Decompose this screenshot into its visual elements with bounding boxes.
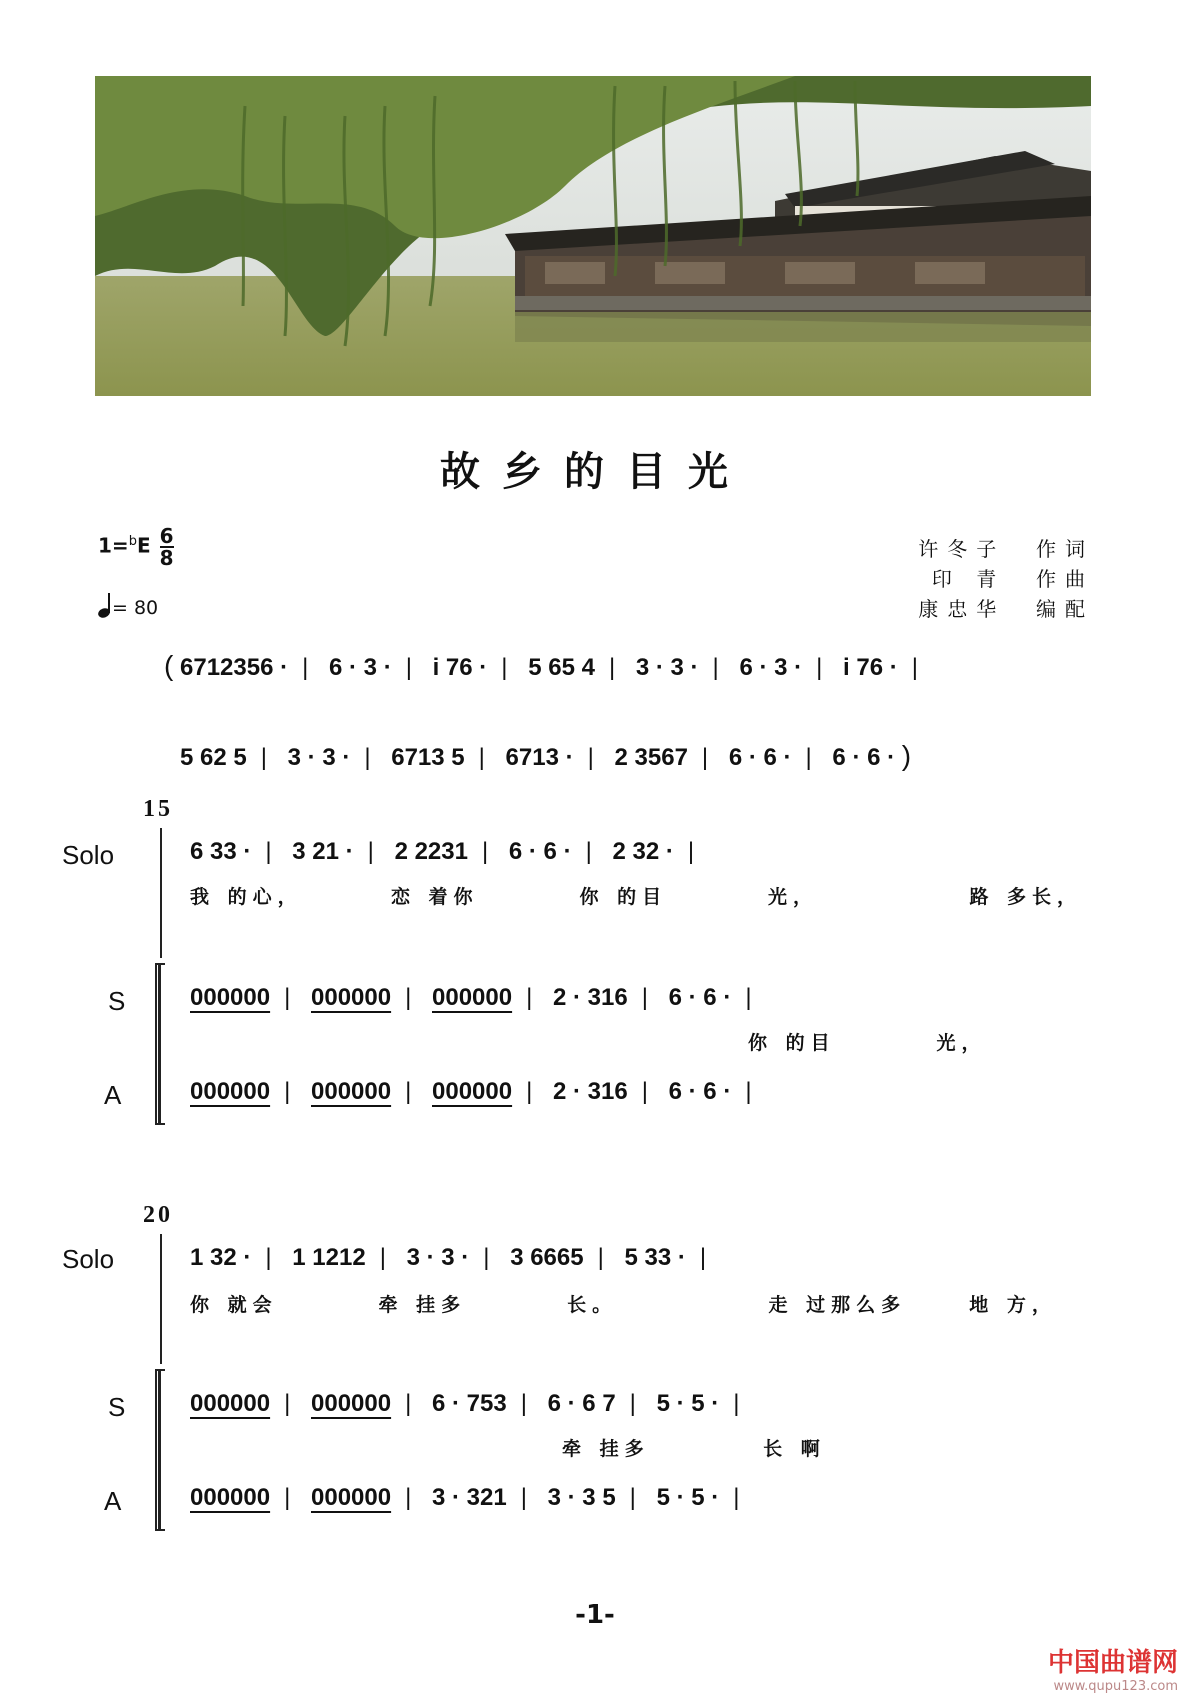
choir-bracket-frame — [155, 963, 165, 1125]
watermark — [1048, 1642, 1178, 1694]
intro-measure: 6713 5 — [391, 744, 465, 771]
intro-measure: 6712356 · — [180, 654, 289, 681]
credit-lyricist: 许冬子 作词 — [918, 537, 1094, 561]
soprano-notes: 000000 | 000000 | 6 · 753 | 6 · 6 7 | 5 · 5 · | — [190, 1390, 740, 1417]
part-label-alto: A — [104, 1486, 122, 1516]
tempo-marking — [98, 592, 158, 619]
credit-composer: 印 青 作曲 — [931, 567, 1094, 591]
part-label-alto: A — [104, 1080, 122, 1110]
solo-notes: 6 33 · | 3 21 · | 2 2231 | 6 · 6 · | 2 32 · | — [190, 838, 695, 865]
part-label-solo: Solo — [62, 1244, 115, 1274]
soprano-lyrics: 牵 挂多 长 啊 — [562, 1438, 826, 1460]
solo-notes: 1 32 · | 1 1212 | 3 · 3 · | 3 6665 | 5 33 · | — [190, 1244, 707, 1271]
time-signature-denominator: 8 — [159, 546, 174, 570]
time-signature — [160, 526, 174, 568]
alto-notes: 000000 | 000000 | 000000 | 2 · 316 | 6 · 6 · | — [190, 1078, 752, 1105]
intro-measure: 5 65 4 — [528, 654, 595, 681]
solo-lyrics: 我 的心， 恋 着你 你 的目 光， 路 多长， — [190, 886, 1083, 908]
intro-measure: 5 62 5 — [180, 744, 247, 771]
quarter-note-icon — [98, 592, 112, 618]
solo-staff-line — [160, 1234, 162, 1364]
key-signature — [98, 526, 174, 568]
choir-bracket-frame — [155, 1369, 165, 1531]
credit-arranger: 康忠华 编配 — [918, 597, 1094, 621]
solo-lyrics: 你 就会 牵 挂多 长。 走 过那么多 地 方， — [190, 1294, 1057, 1316]
soprano-notes: 000000 | 000000 | 000000 | 2 · 316 | 6 · 6 · | — [190, 984, 752, 1011]
key-prefix: 1= — [98, 533, 129, 558]
key-letter: E — [136, 533, 151, 558]
intro-row-2: 5 62 5 | 3 · 3 · | 6713 5 | 6713 · | 2 3567 | 6 · 6 · | 6 · 6 · ) — [180, 740, 912, 771]
watermark-brand: 中国曲谱网 — [1047, 1648, 1178, 1678]
intro-measure: 3 · 3 · — [635, 654, 699, 681]
intro-row-1: ( 6712356 · | 6 · 3 · | i 76 · | 5 65 4 | 3 · 3 · | 6 · 3 · | i 76 · | — [164, 650, 918, 681]
intro-measure: i 76 · — [432, 654, 488, 681]
intro-measure: 6713 · — [505, 744, 574, 771]
intro-open-paren: ( — [164, 650, 174, 681]
intro-measure: 6 · 6 · — [832, 744, 896, 771]
soprano-lyrics: 你 的目 光， — [748, 1032, 987, 1054]
key-flat: b — [128, 533, 137, 549]
watermark-url: www.qupu123.com — [1053, 1679, 1178, 1694]
page-title: 故乡的目光 — [440, 448, 750, 495]
tempo-bpm: = 80 — [112, 597, 159, 619]
intro-measure: i 76 · — [843, 654, 898, 681]
intro-measure: 3 · 3 · — [287, 744, 351, 771]
part-label-soprano: S — [108, 986, 126, 1016]
part-label-solo: Solo — [62, 840, 115, 870]
page-number: -1- — [575, 1600, 615, 1630]
solo-staff-line — [160, 828, 162, 958]
intro-measure: 2 3567 — [614, 744, 688, 771]
credits — [918, 534, 1094, 624]
measure-number: 20 — [143, 1202, 173, 1228]
intro-measure: 6 · 3 · — [739, 654, 803, 681]
header-photo — [95, 76, 1091, 396]
intro-measure: 6 · 6 · — [728, 744, 792, 771]
intro-measure: 6 · 3 · — [329, 654, 392, 681]
measure-number: 15 — [143, 796, 173, 822]
time-signature-numerator: 6 — [159, 524, 174, 548]
intro-close-paren: ) — [901, 740, 912, 771]
alto-notes: 000000 | 000000 | 3 · 321 | 3 · 3 5 | 5 · 5 · | — [190, 1484, 740, 1511]
part-label-soprano: S — [108, 1392, 126, 1422]
